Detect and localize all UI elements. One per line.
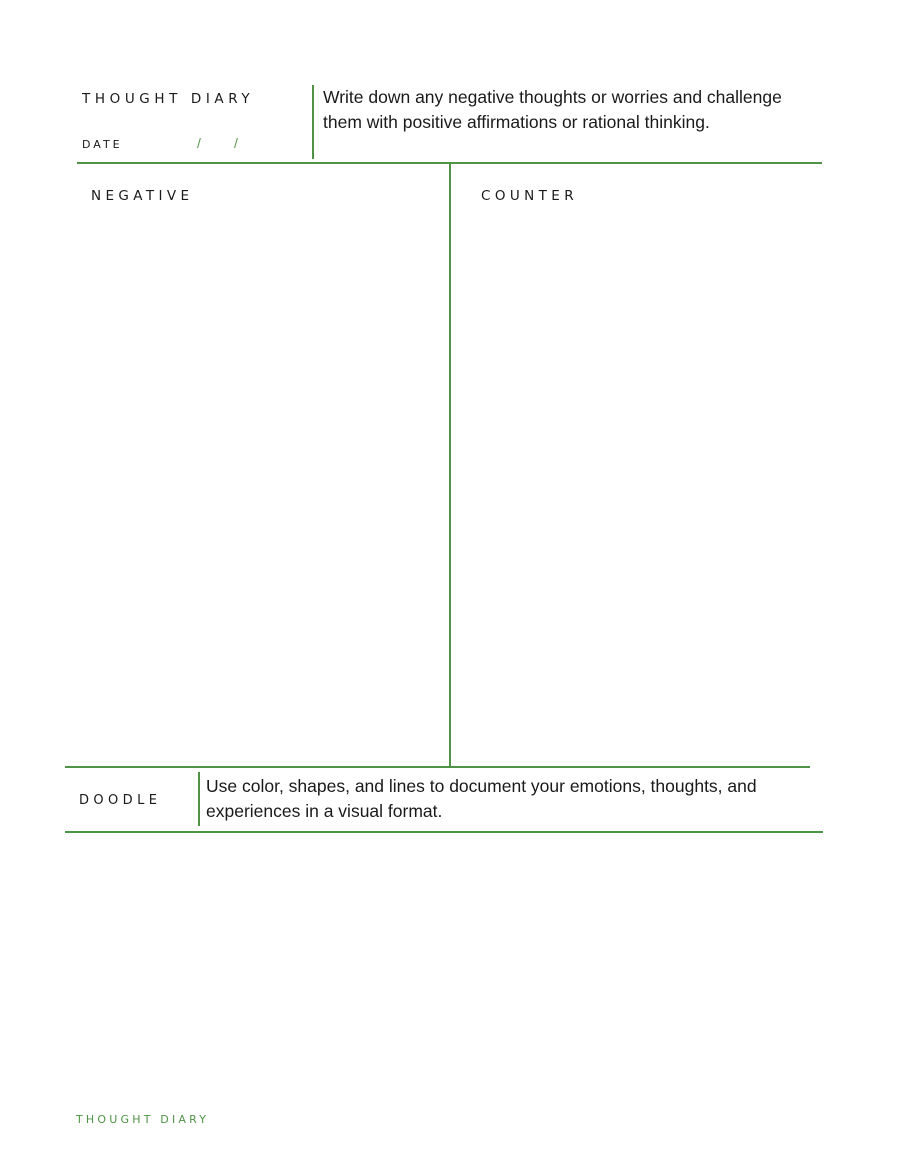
doodle-drawing-area[interactable] — [65, 834, 823, 1094]
date-separator-2: / — [234, 135, 238, 151]
date-label: DATE — [82, 138, 123, 151]
date-separator-1: / — [197, 135, 201, 151]
columns-bottom-rule — [65, 766, 810, 768]
page-title: THOUGHT DIARY — [82, 91, 255, 107]
header-divider — [312, 85, 314, 159]
header-instructions: Write down any negative thoughts or worries and challenge them with positive affirmations or rational thinking. — [323, 87, 782, 132]
footer-title: THOUGHT DIARY — [76, 1113, 210, 1126]
counter-writing-area[interactable] — [451, 164, 811, 765]
negative-column-heading: NEGATIVE — [91, 188, 194, 204]
negative-writing-area[interactable] — [77, 164, 449, 765]
doodle-bottom-rule — [65, 831, 823, 833]
doodle-instructions: Use color, shapes, and lines to document your emotions, thoughts, and experiences in a visual format. — [206, 776, 757, 821]
doodle-divider — [198, 772, 200, 826]
doodle-label: DOODLE — [79, 793, 162, 808]
counter-column-heading: COUNTER — [481, 188, 578, 204]
column-divider — [449, 163, 451, 766]
